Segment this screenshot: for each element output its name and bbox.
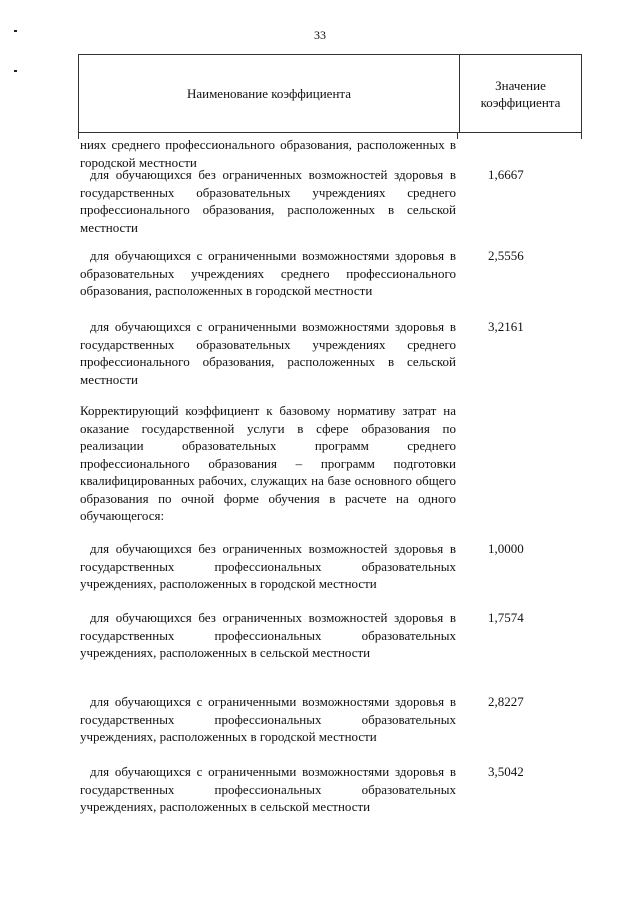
coefficient-row bbox=[80, 318, 456, 388]
row-value: 1,0000 bbox=[488, 541, 524, 556]
row-description: для обучающихся с ограниченными возможностями здоровья в образовательных учреждениях среднего профессионального образования, расположенных в городской местности bbox=[80, 248, 456, 298]
column-header-value: Значение коэффициента bbox=[480, 77, 561, 110]
row-value: 2,8227 bbox=[488, 694, 524, 709]
scan-speck bbox=[14, 70, 17, 72]
coefficient-row bbox=[80, 693, 456, 746]
table-divider-line bbox=[78, 133, 79, 139]
row-value: 3,2161 bbox=[488, 319, 524, 334]
coefficient-row bbox=[80, 540, 456, 593]
coefficient-row bbox=[80, 247, 456, 300]
row-description: для обучающихся с ограниченными возможностями здоровья в государственных профессиональных образовательных учреждениях, расположенных в сельской местности bbox=[80, 764, 456, 814]
row-value: 1,7574 bbox=[488, 610, 524, 625]
row-value: 1,6667 bbox=[488, 167, 524, 182]
coefficient-row bbox=[80, 166, 456, 236]
row-description: для обучающихся без ограниченных возможностей здоровья в государственных профессиональных образовательных учреждениях, расположенных в сельской местности bbox=[80, 610, 456, 660]
table-header bbox=[78, 54, 582, 133]
row-description: для обучающихся с ограниченными возможностями здоровья в государственных профессиональных образовательных учреждениях, расположенных в городской местности bbox=[80, 694, 456, 744]
coefficient-row bbox=[80, 609, 456, 662]
section-heading: Корректирующий коэффициент к базовому нормативу затрат на оказание государственной услуги в сфере образования по реализации образовательных программ среднего профессионального образования – программ подготовки квалифицированных рабочих, служащих на базе основного общего образования по очной форме обучения в расчете на одного обучающегося: bbox=[80, 403, 456, 523]
row-description: для обучающихся с ограниченными возможностями здоровья в государственных образовательных учреждениях среднего профессионального образования, расположенных в сельской местности bbox=[80, 319, 456, 387]
table-divider-line bbox=[581, 133, 582, 139]
row-description: для обучающихся без ограниченных возможностей здоровья в государственных профессиональных образовательных учреждениях, расположенных в городской местности bbox=[80, 541, 456, 591]
coefficient-row bbox=[80, 763, 456, 816]
page-number: 33 bbox=[314, 28, 326, 42]
row-value: 2,5556 bbox=[488, 248, 524, 263]
row-value: 3,5042 bbox=[488, 764, 524, 779]
row-description: для обучающихся без ограниченных возможностей здоровья в государственных образовательных учреждениях среднего профессионального образования, расположенных в сельской местности bbox=[80, 167, 456, 235]
column-header-name: Наименование коэффициента bbox=[79, 55, 460, 132]
table-divider-line bbox=[457, 133, 458, 139]
continuation-text: ниях среднего профессионального образования, расположенных в городской местности bbox=[80, 137, 456, 170]
